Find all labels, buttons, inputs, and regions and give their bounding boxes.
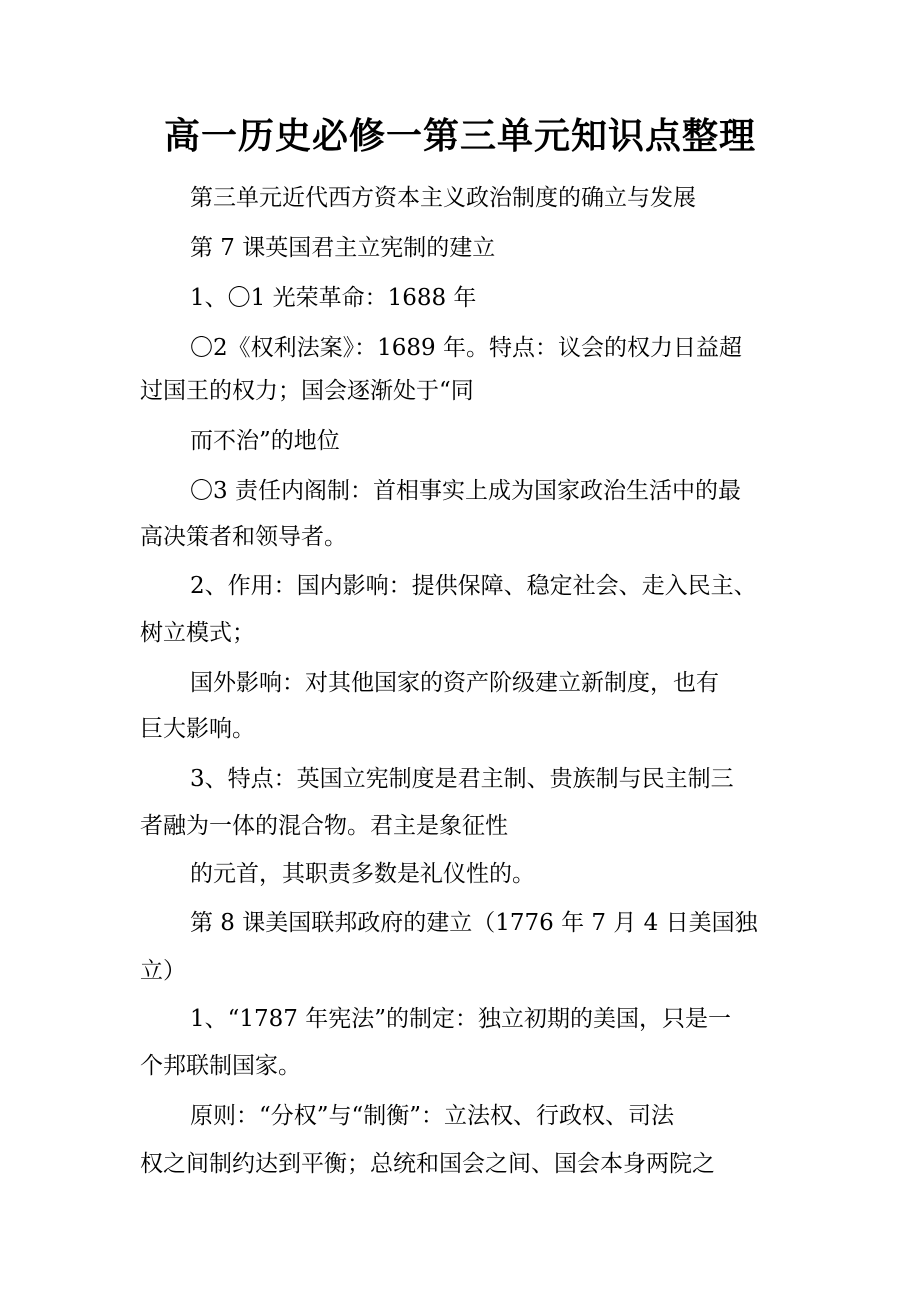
paragraph-line: 高决策者和领导者。 (140, 524, 347, 550)
paragraph-line: 〇2《权利法案》：1689 年。特点：议会的权力日益超 (190, 335, 742, 361)
document-title: 高一历史必修一第三单元知识点整理 (163, 116, 756, 157)
paragraph-line: 的元首，其职责多数是礼仪性的。 (190, 861, 535, 887)
paragraph-line: 权之间制约达到平衡；总统和国会之间、国会本身两院之 (140, 1151, 715, 1177)
paragraph-line: 2、作用：国内影响：提供保障、稳定社会、走入民主、 (190, 573, 757, 599)
paragraph-line: 1、“1787 年宪法”的制定：独立初期的美国，只是一 (190, 1006, 731, 1032)
paragraph-line: 原则：“分权”与“制衡”：立法权、行政权、司法 (190, 1103, 675, 1129)
paragraph-line: 1、〇1 光荣革命：1688 年 (190, 285, 477, 311)
paragraph-line: 者融为一体的混合物。君主是象征性 (140, 813, 508, 839)
paragraph-line: 树立模式； (140, 620, 255, 646)
paragraph-line: 3、特点：英国立宪制度是君主制、贵族制与民主制三 (190, 766, 734, 792)
paragraph-line: 巨大影响。 (140, 716, 255, 742)
lesson-8-heading: 第 8 课美国联邦政府的建立（1776 年 7 月 4 日美国独 (190, 910, 758, 936)
paragraph-line: 而不治”的地位 (190, 428, 340, 454)
paragraph-line: 立） (140, 958, 186, 984)
paragraph-line: 国外影响：对其他国家的资产阶级建立新制度，也有 (190, 670, 719, 696)
lesson-7-heading: 第 7 课英国君主立宪制的建立 (190, 235, 496, 261)
paragraph-line: 〇3 责任内阁制：首相事实上成为国家政治生活中的最 (190, 478, 741, 504)
unit-heading: 第三单元近代西方资本主义政治制度的确立与发展 (190, 185, 696, 211)
paragraph-line: 个邦联制国家。 (140, 1053, 301, 1079)
paragraph-line: 过国王的权力；国会逐渐处于“同 (140, 378, 474, 404)
